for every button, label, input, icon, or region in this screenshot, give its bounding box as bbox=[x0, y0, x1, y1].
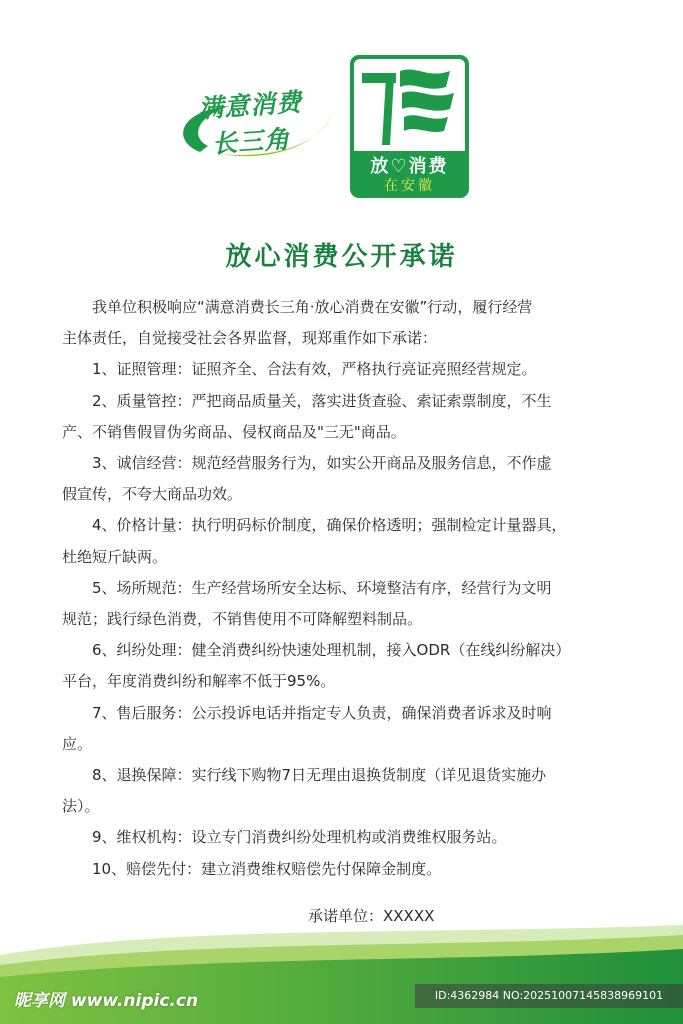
commitment-item: 8、退换保障：实行线下购物7日无理由退换货制度（详见退货实施办 bbox=[92, 766, 547, 785]
badge-slogan: 放♡消费 bbox=[370, 156, 449, 177]
commitment-item-cont: 杜绝短斤缺两。 bbox=[62, 547, 168, 566]
anhui-badge-logo bbox=[350, 55, 469, 198]
commitment-item: 7、售后服务：公示投诉电话并指定专人负责，确保消费者诉求及时响 bbox=[92, 703, 552, 722]
flag-emblem-icon bbox=[354, 59, 465, 151]
commitment-item-cont: 假宣传，不夸大商品功效。 bbox=[62, 485, 243, 504]
commitment-item: 2、质量管控：严把商品质量关，落实进货查验、索证索票制度，不生 bbox=[92, 391, 552, 410]
intro-line: 主体责任，自觉接受社会各界监督，现郑重作如下承诺： bbox=[62, 329, 438, 348]
commitment-item: 5、场所规范：生产经营场所安全达标、环境整洁有序，经营行为文明 bbox=[92, 578, 552, 597]
commitment-item: 3、诚信经营：规范经营服务行为，如实公开商品及服务信息，不作虚 bbox=[92, 454, 552, 473]
commitment-item: 1、证照管理：证照齐全、合法有效，严格执行亮证亮照经营规定。 bbox=[92, 360, 537, 379]
commitment-body bbox=[62, 292, 622, 885]
commitment-item: 9、维权机构：设立专门消费纠纷处理机构或消费维权服务站。 bbox=[92, 828, 507, 847]
commitment-item-cont: 规范；践行绿色消费，不销售使用不可降解塑料制品。 bbox=[62, 610, 423, 629]
page-title: 放心消费公开承诺 bbox=[225, 242, 458, 272]
badge-emblem-area bbox=[354, 59, 465, 151]
watermark-id: ID:4362984 NO:20251007145838969101 bbox=[415, 984, 683, 1008]
intro-line: 我单位积极响应“满意消费长三角·放心消费在安徽”行动，履行经营 bbox=[92, 298, 533, 316]
commitment-item: 6、纠纷处理：健全消费纠纷快速处理机制，接入ODR（在线纠纷解决） bbox=[92, 641, 571, 660]
commitment-item: 10、赔偿先付：建立消费维权赔偿先付保障金制度。 bbox=[92, 859, 442, 878]
commitment-item-cont: 平台，年度消费纠纷和解率不低于95%。 bbox=[62, 672, 336, 691]
commitment-item-cont: 应。 bbox=[62, 734, 93, 753]
commitment-item-cont: 产、不销售假冒伪劣商品、侵权商品及"三无"商品。 bbox=[62, 422, 406, 441]
badge-subtitle: 在安徽 bbox=[384, 178, 435, 194]
watermark-site: 昵享网 www.nipic.cn bbox=[14, 991, 199, 1011]
commitment-item: 4、价格计量：执行明码标价制度，确保价格透明；强制检定计量器具， bbox=[92, 516, 567, 535]
signature-line: 承诺单位：XXXXX bbox=[308, 907, 435, 925]
slogan-line2: 长三角 bbox=[211, 124, 292, 159]
commitment-item-cont: 法）。 bbox=[62, 797, 100, 816]
slogan-line1: 满意消费 bbox=[197, 87, 304, 124]
